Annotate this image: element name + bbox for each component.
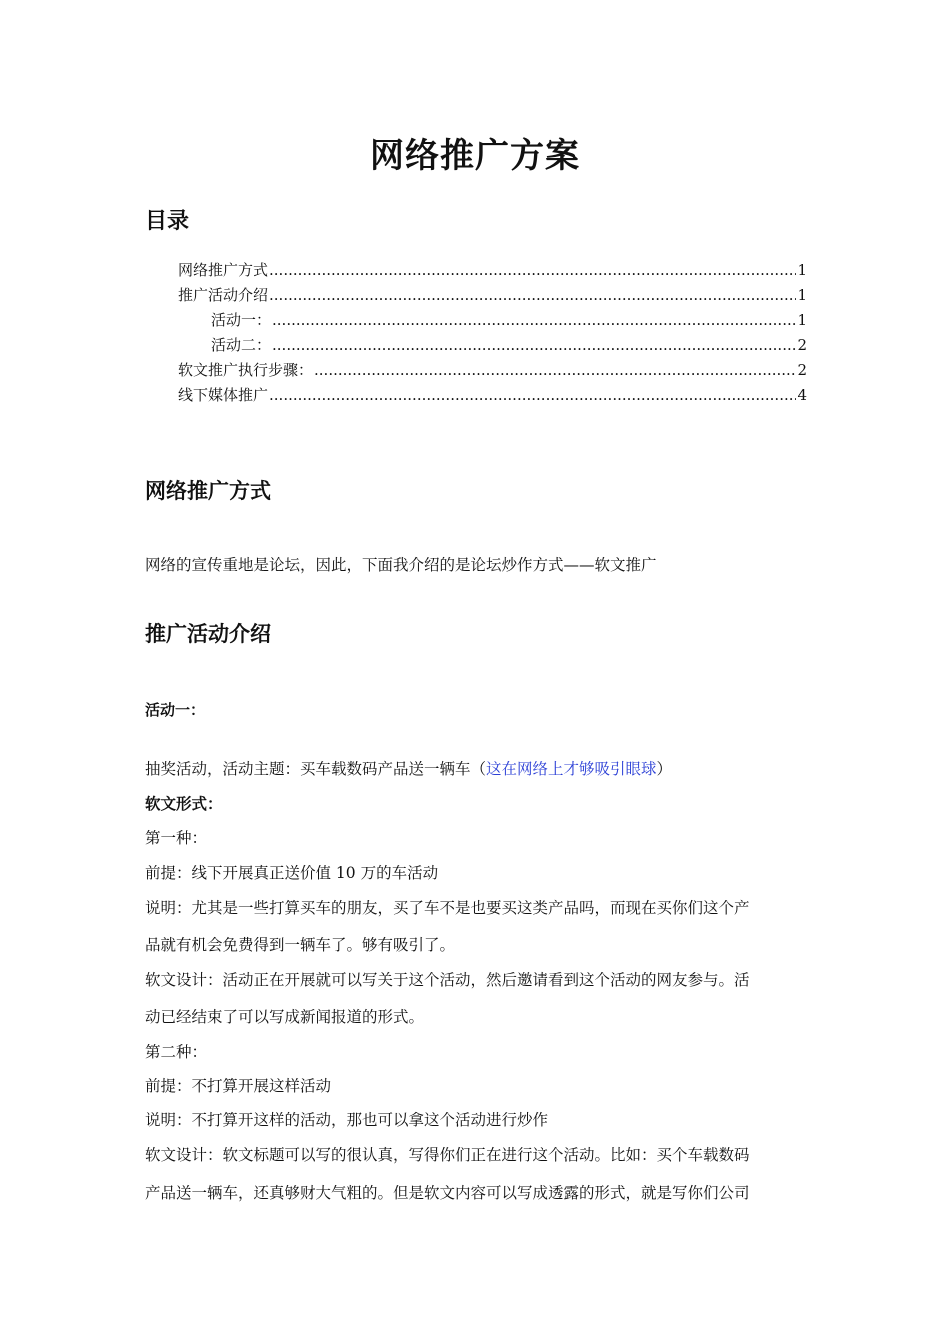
subsection-heading-activity-one: 活动一： xyxy=(145,701,206,719)
body-line: 前提：线下开展真正送价值 10 万的车活动 xyxy=(145,864,439,882)
toc-heading: 目录 xyxy=(145,208,190,234)
toc-leader-dots xyxy=(272,308,796,333)
body-line: 说明：不打算开这样的活动，那也可以拿这个活动进行炒作 xyxy=(145,1111,549,1129)
activity-intro-highlight: 这在网络上才够吸引眼球 xyxy=(486,760,657,778)
toc-leader-dots xyxy=(272,333,796,358)
activity-intro-close: ） xyxy=(656,760,673,778)
toc-entry[interactable] xyxy=(145,358,807,383)
toc-page-number: 1 xyxy=(797,261,807,279)
body-line: 品就有机会免费得到一辆车了。够有吸引了。 xyxy=(145,936,456,954)
body-line: 产品送一辆车，还真够财大气粗的。但是软文内容可以写成透露的形式，就是写你们公司 xyxy=(145,1184,750,1202)
body-line: 软文设计：软文标题可以写的很认真，写得你们正在进行这个活动。比如：买个车载数码 xyxy=(145,1146,750,1164)
toc-entry[interactable] xyxy=(145,283,807,308)
toc-entry-label: 线下媒体推广 xyxy=(178,386,269,404)
toc-leader-dots xyxy=(269,283,796,308)
activity-intro-text: 抽奖活动，活动主题：买车载数码产品送一辆车（ xyxy=(145,760,487,778)
document-title: 网络推广方案 xyxy=(370,136,580,176)
toc-entry[interactable] xyxy=(145,258,807,283)
toc-entry-label: 推广活动介绍 xyxy=(178,286,269,304)
body-line: 前提：不打算开展这样活动 xyxy=(145,1077,332,1095)
toc-page-number: 2 xyxy=(797,361,807,379)
toc-page-number: 2 xyxy=(797,336,807,354)
toc-entry-label: 活动二： xyxy=(211,336,272,354)
soft-article-form-label: 软文形式： xyxy=(145,794,223,813)
activity-intro xyxy=(145,757,807,779)
toc-page-number: 1 xyxy=(797,286,807,304)
toc-entry-label: 活动一： xyxy=(211,311,272,329)
toc-entry[interactable] xyxy=(145,308,807,333)
body-line: 第一种： xyxy=(145,829,208,847)
section-heading-promotion-methods: 网络推广方式 xyxy=(145,478,271,503)
table-of-contents xyxy=(145,258,807,408)
section-paragraph: 网络的宣传重地是论坛，因此，下面我介绍的是论坛炒作方式——软文推广 xyxy=(145,556,657,574)
toc-leader-dots xyxy=(314,358,796,383)
toc-leader-dots xyxy=(269,383,796,408)
section-heading-activities: 推广活动介绍 xyxy=(145,621,271,646)
toc-entry[interactable] xyxy=(145,333,807,358)
body-line: 第二种： xyxy=(145,1043,208,1061)
body-line: 软文设计：活动正在开展就可以写关于这个活动，然后邀请看到这个活动的网友参与。活 xyxy=(145,971,750,989)
toc-leader-dots xyxy=(269,258,796,283)
toc-entry-label: 网络推广方式 xyxy=(178,261,269,279)
body-line: 动已经结束了可以写成新闻报道的形式。 xyxy=(145,1008,425,1026)
toc-page-number: 4 xyxy=(797,386,807,404)
body-line: 说明：尤其是一些打算买车的朋友，买了车不是也要买这类产品吗，而现在买你们这个产 xyxy=(145,899,750,917)
toc-page-number: 1 xyxy=(797,311,807,329)
toc-entry-label: 软文推广执行步骤： xyxy=(178,361,314,379)
toc-entry[interactable] xyxy=(145,383,807,408)
